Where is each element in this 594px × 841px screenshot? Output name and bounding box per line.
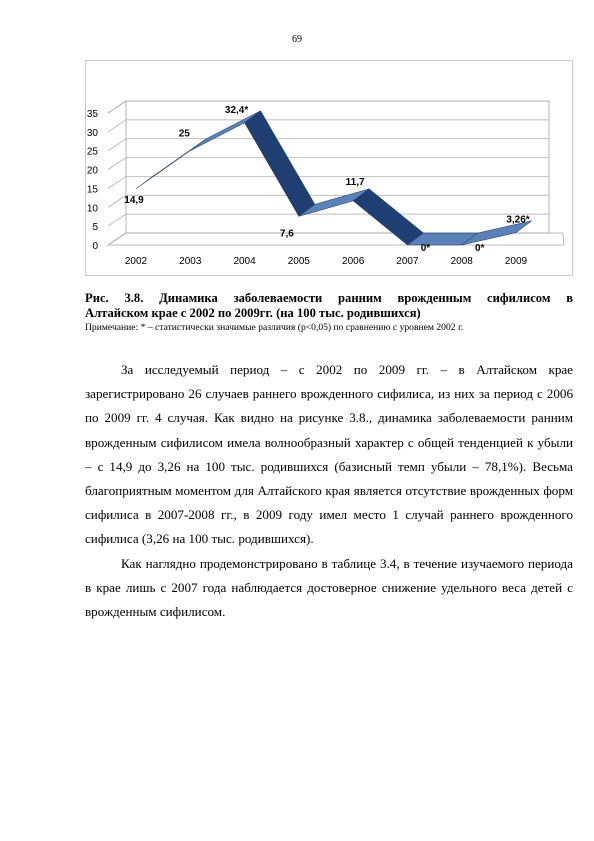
gridline	[108, 139, 549, 151]
ribbon-segment	[136, 139, 206, 189]
x-tick-label: 2009	[504, 256, 528, 267]
y-tick-label: 5	[92, 222, 98, 234]
figure-caption	[85, 291, 573, 321]
page-number: 69	[292, 34, 302, 45]
x-tick-label: 2006	[342, 256, 365, 267]
y-tick-label: 15	[86, 184, 98, 196]
gridline	[108, 214, 549, 226]
caption-line-2: Алтайском крае с 2002 по 2009гг. (на 100 тыс. родившихся)	[85, 306, 421, 320]
gridline	[108, 101, 549, 113]
chart-side-wall	[108, 101, 126, 245]
y-tick-label: 30	[86, 127, 98, 139]
incidence-chart	[86, 61, 574, 277]
gridline	[108, 176, 549, 188]
chart-area	[85, 60, 573, 276]
chart-back-wall	[126, 101, 549, 233]
gridline	[108, 158, 549, 170]
x-tick-label: 2004	[233, 256, 256, 267]
data-label: 7,6	[279, 228, 294, 240]
caption-line-1: Рис. 3.8. Динамика заболеваемости ранним врожденным сифилисом в	[85, 291, 573, 305]
data-label: 25	[178, 128, 190, 140]
x-tick-label: 2005	[287, 256, 310, 267]
figure-note: Примечание: * – статистически значимые различия (p<0,05) по сравнению с уровнем 2002 г.	[85, 322, 464, 333]
y-tick-label: 35	[86, 109, 98, 120]
x-tick-label: 2008	[450, 256, 473, 267]
y-tick-label: 20	[86, 165, 98, 177]
data-label: 0*	[420, 243, 431, 254]
paragraph-1: За исследуемый период – с 2002 по 2009 гг. – в Алтайском крае зарегистрировано 26 случаев раннего врожденного сифилиса, из них за период с 2006 по 2009 гг. 4 случая. Как видно на рисунке 3.8., динамика заболеваемости ранним врожденным сифилисом имела волнообразный характер с общей тенденцией к убыли – с 14,9 до 3,26 на 100 тыс. родившихся (базисный темп убыли – 78,1%). Весьма благоприятным моментом для Алтайского края является отсутствие врожденных форм сифилиса в 2007-2008 гг., в 2009 году имел место 1 случай раннего врожденного сифилиса (3,26 на 100 тыс. родившихся).	[85, 362, 573, 547]
data-label: 11,7	[345, 176, 365, 188]
ribbon-segment	[353, 189, 423, 245]
x-tick-label: 2003	[179, 256, 202, 267]
x-tick-label: 2007	[396, 256, 419, 267]
data-label: 3,26*	[506, 214, 530, 226]
y-tick-label: 10	[86, 203, 98, 215]
body-text	[85, 358, 573, 624]
data-label: 14,9	[124, 194, 144, 206]
data-label: 32,4*	[224, 104, 249, 116]
data-label: 0*	[474, 243, 485, 254]
x-tick-label: 2002	[124, 256, 148, 267]
y-tick-label: 0	[92, 241, 98, 252]
y-tick-label: 25	[86, 146, 98, 158]
gridline	[108, 120, 549, 132]
paragraph-2: Как наглядно продемонстрировано в таблице 3.4, в течение изучаемого периода в крае лишь с 2007 года наблюдается достоверное снижение удельного веса детей с врожденным сифилисом.	[85, 555, 573, 620]
ribbon-segment	[245, 111, 315, 217]
